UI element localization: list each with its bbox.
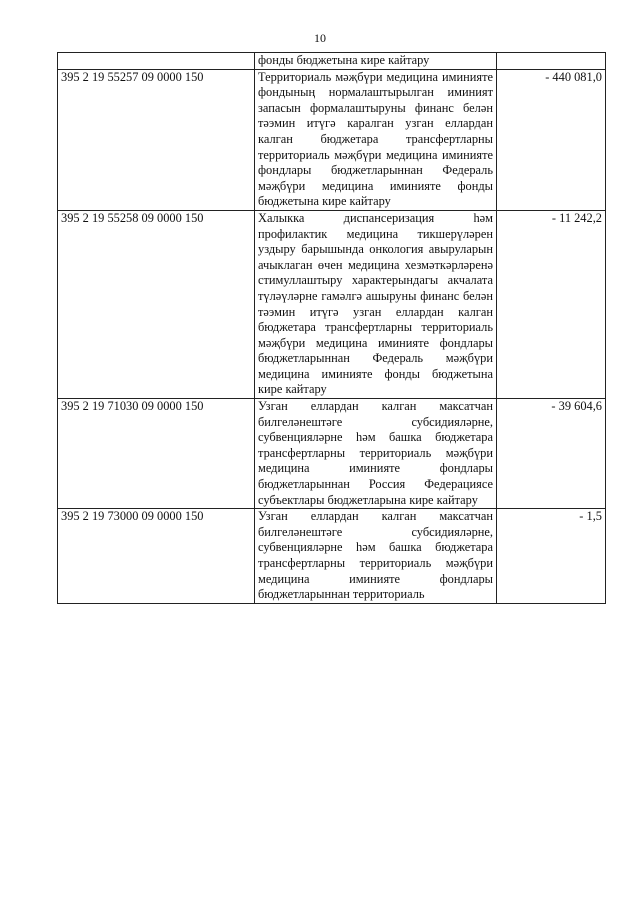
description-cell: Халыкка диспансеризация һәм профилактик медицина тикшерүләрен уздыру барышында онкология авыруларын ачыклаган өчен медицина хезмәткәрләренә стимуллаштыру характерындагы акчалата түләүләрне гамәлгә ашыруны финанс белән тәэмин итүгә узган еллардан калган бюджетара трансфертларны территориаль мәҗбүри медицина иминияте фондлары бюджетларыннан Федераль мәҗбүри медицина иминияте фонды бюджетына кире кайтару [255, 210, 497, 398]
amount-cell [497, 53, 606, 70]
budget-code-cell: 395 2 19 55258 09 0000 150 [58, 210, 255, 398]
table-row [58, 399, 606, 509]
amount-cell: - 39 604,6 [497, 399, 606, 509]
table-row [58, 69, 606, 210]
description-cell: Узган еллардан калган максатчан билгеләнештәге субсидияләрне, субвенцияләрне һәм башка бюджетара трансфертларны территориаль мәҗбүри медицина иминияте фондлары бюджетларыннан территориаль [255, 509, 497, 604]
budget-table [57, 52, 606, 604]
amount-cell: - 1,5 [497, 509, 606, 604]
amount-cell: - 11 242,2 [497, 210, 606, 398]
table-row [58, 210, 606, 398]
description-cell: фонды бюджетына кире кайтару [255, 53, 497, 70]
description-cell: Узган еллардан калган максатчан билгеләнештәге субсидияләрне, субвенцияләрне һәм башка бюджетара трансфертларны территориаль мәҗбүри медицина иминияте фондлары бюджетларыннан Россия Федерациясе субъектлары бюджетларына кире кайтару [255, 399, 497, 509]
amount-cell: - 440 081,0 [497, 69, 606, 210]
description-cell: Территориаль мәҗбүри медицина иминияте фондының нормалаштырылган иминият запасын формалаштыруны финанс белән тәэмин итүгә каралган узган еллардан калган бюджетара трансфертларны территориаль мәҗбүри медицина иминияте фондлары бюджетларыннан Федераль мәҗбүри медицина иминияте фонды бюджетына кире кайтару [255, 69, 497, 210]
table-row [58, 509, 606, 604]
budget-code-cell [58, 53, 255, 70]
budget-code-cell: 395 2 19 73000 09 0000 150 [58, 509, 255, 604]
budget-code-cell: 395 2 19 55257 09 0000 150 [58, 69, 255, 210]
table-row [58, 53, 606, 70]
page-number: 10 [314, 31, 326, 45]
budget-code-cell: 395 2 19 71030 09 0000 150 [58, 399, 255, 509]
